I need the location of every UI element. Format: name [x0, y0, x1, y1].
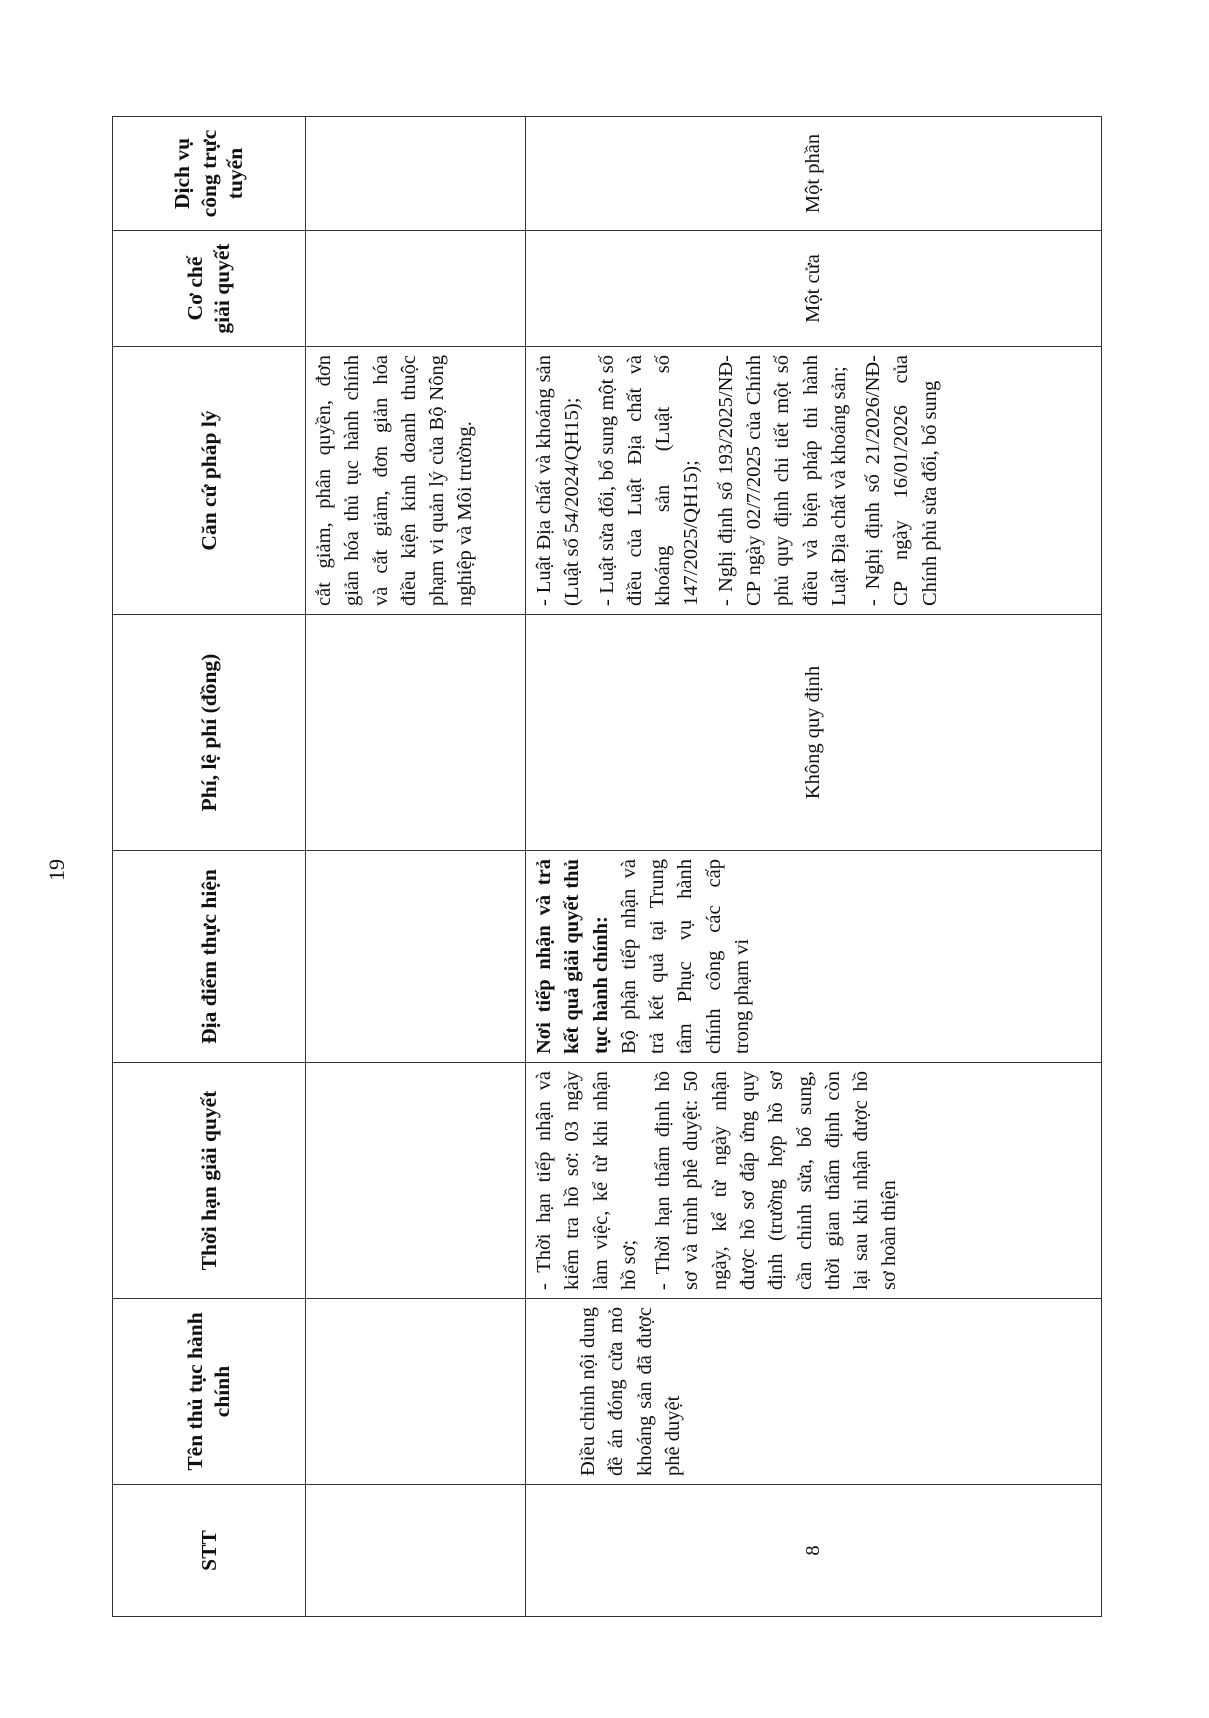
- cell-can-cu-continuation: cắt giảm, phân quyền, đơn giản hóa thủ tục hành chính và cắt giảm, đơn giản hóa điều kiện kinh doanh thuộc phạm vi quản lý của Bộ Nông nghiệp và Môi trường.: [306, 347, 526, 615]
- header-co-che: Cơ chế giải quyết: [113, 231, 306, 347]
- thoi-han-tiep-nhan: - Thời hạn tiếp nhận và kiểm tra hồ sơ: 03 ngày làm việc, kể từ khi nhận hồ sơ;: [533, 1071, 640, 1290]
- dia-diem-text: Bộ phận tiếp nhận và trả kết quả tại Trung tâm Phục vụ hành chính công các cấp trong phạm vi: [617, 859, 753, 1054]
- can-cu-item: - Nghị định số 21/2026/NĐ-CP ngày 16/01/2026 của Chính phủ sửa đổi, bổ sung: [862, 355, 941, 606]
- cell-empty: [306, 851, 526, 1063]
- header-ten-thu-tuc: Tên thủ tục hành chính: [113, 1299, 306, 1485]
- procedure-name: Điều chỉnh nội dung đề án đóng cửa mỏ khoáng sản đã được phê duyệt: [577, 1307, 684, 1476]
- procedure-table: [112, 116, 1102, 1617]
- header-row: [113, 117, 306, 1617]
- cell-empty: [306, 1485, 526, 1617]
- cell-empty: [306, 231, 526, 347]
- header-can-cu: Căn cứ pháp lý: [113, 347, 306, 615]
- can-cu-item: - Luật sửa đổi, bổ sung một số điều của Luật Địa chất và khoáng sản (Luật số 147/2025/QH15);: [595, 355, 703, 606]
- cell-ten-thu-tuc: [526, 1299, 1102, 1485]
- thoi-han-tham-dinh: - Thời hạn thẩm định hồ sơ và trình phê duyệt: 50 ngày, kể từ ngày nhận được hồ sơ đáp ứng quy định (trường hợp hồ sơ cần chỉnh sửa, bổ sung, thời gian thẩm định còn lại sau khi nhận được hồ sơ hoàn thiện: [652, 1071, 901, 1290]
- cell-dich-vu: Một phần: [526, 117, 1102, 231]
- page-number: 19: [44, 859, 69, 881]
- cell-can-cu: [526, 347, 1102, 615]
- header-dich-vu: Dịch vụ công trực tuyến: [113, 117, 306, 231]
- table-row-continuation: [306, 117, 526, 1617]
- cell-empty: [306, 1299, 526, 1485]
- procedure-table-rotated: [112, 117, 1102, 1617]
- header-stt: STT: [113, 1485, 306, 1617]
- header-dia-diem: Địa điểm thực hiện: [113, 851, 306, 1063]
- dia-diem-label: Nơi tiếp nhận và trả kết quả giải quyết thủ tục hành chính:: [533, 859, 612, 1054]
- cell-dia-diem: [526, 851, 1102, 1063]
- cell-phi: Không quy định: [526, 615, 1102, 851]
- cell-empty: [306, 117, 526, 231]
- cell-empty: [306, 1063, 526, 1299]
- can-cu-item: - Nghị định số 193/2025/NĐ-CP ngày 02/7/2025 của Chính phủ quy định chi tiết một số điều và biện pháp thi hành Luật Địa chất và khoáng sản;: [714, 355, 850, 606]
- can-cu-item: - Luật Địa chất và khoáng sản (Luật số 54/2024/QH15);: [533, 355, 584, 606]
- cell-thoi-han: [526, 1063, 1102, 1299]
- header-thoi-han: Thời hạn giải quyết: [113, 1063, 306, 1299]
- cell-empty: [306, 615, 526, 851]
- cell-stt: 8: [526, 1485, 1102, 1617]
- table-row-8: [526, 117, 1102, 1617]
- header-phi: Phí, lệ phí (đồng): [113, 615, 306, 851]
- cell-co-che: Một cửa: [526, 231, 1102, 347]
